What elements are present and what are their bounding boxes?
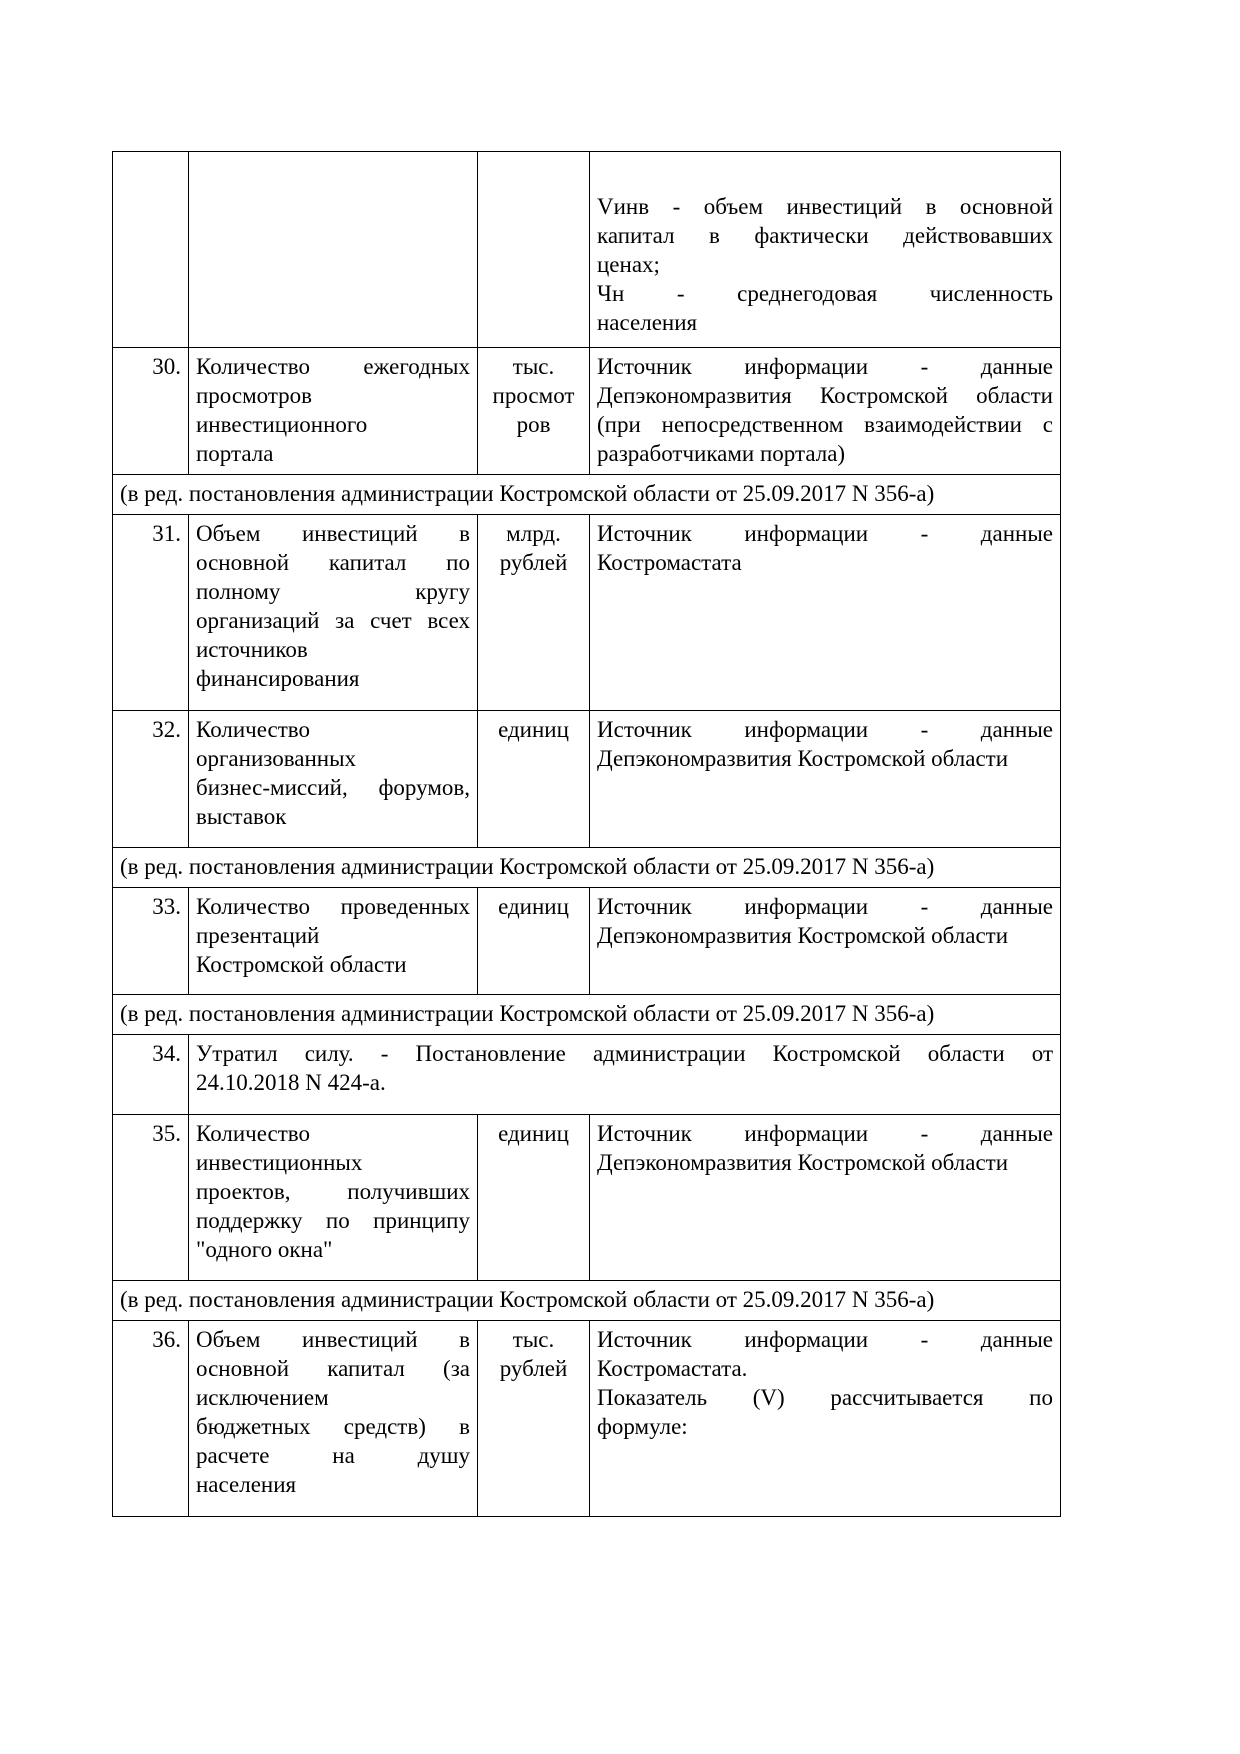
table-row: [113, 711, 1061, 848]
unit-of-measure: единиц: [478, 711, 590, 848]
row-number: 34.: [113, 1035, 189, 1115]
repealed-note: Утратил силу. - Постановление администрации Костромской области от 24.10.2018 N 424-а.: [189, 1035, 1061, 1115]
indicator-name: Объем инвестиций в основной капитал по полному кругу организаций за счет всех источников финансирования: [189, 515, 478, 711]
indicators-table: [112, 151, 1061, 1517]
indicator-name: Объем инвестиций в основной капитал (за исключением бюджетных средств) в расчете на душу населения: [189, 1321, 478, 1517]
indicator-name: Количество организованных бизнес-миссий, форумов, выставок: [189, 711, 478, 848]
table-row: [113, 1115, 1061, 1281]
table-row: [113, 348, 1061, 475]
calculation-method: Источник информации - данные Костромастата. Показатель (V) рассчитывается по формуле:: [590, 1321, 1061, 1517]
amendment-note: (в ред. постановления администрации Костромской области от 25.09.2017 N 356-а): [113, 995, 1061, 1035]
calculation-method: Источник информации - данные Депэкономразвития Костромской области: [590, 711, 1061, 848]
amendment-note: (в ред. постановления администрации Костромской области от 25.09.2017 N 356-а): [113, 475, 1061, 515]
calculation-method: Источник информации - данные Костромастата: [590, 515, 1061, 711]
calculation-method: Источник информации - данные Депэкономразвития Костромской области: [590, 1115, 1061, 1281]
calculation-method: Источник информации - данные Депэкономразвития Костромской области: [590, 888, 1061, 995]
unit-of-measure: единиц: [478, 1115, 590, 1281]
row-number: 30.: [113, 348, 189, 475]
row-number: 33.: [113, 888, 189, 995]
amendment-note: (в ред. постановления администрации Костромской области от 25.09.2017 N 356-а): [113, 848, 1061, 888]
amendment-note: (в ред. постановления администрации Костромской области от 25.09.2017 N 356-а): [113, 1281, 1061, 1321]
row-number: 31.: [113, 515, 189, 711]
indicator-name: Количество ежегодных просмотров инвестиционного портала: [189, 348, 478, 475]
unit-of-measure: единиц: [478, 888, 590, 995]
row-number: 32.: [113, 711, 189, 848]
table-row: [113, 888, 1061, 995]
table-row: [113, 1321, 1061, 1517]
unit-of-measure: тыс. просмот ров: [478, 348, 590, 475]
unit-of-measure: млрд. рублей: [478, 515, 590, 711]
indicator-name: Количество проведенных презентаций Костромской области: [189, 888, 478, 995]
indicator-name: Количество инвестиционных проектов, получивших поддержку по принципу "одного окна": [189, 1115, 478, 1281]
row-number: 36.: [113, 1321, 189, 1517]
table-row: [113, 152, 1061, 348]
table-row: [113, 515, 1061, 711]
calculation-method: Источник информации - данные Депэкономразвития Костромской области (при непосредственном взаимодействии с разработчиками портала): [590, 348, 1061, 475]
row-number: 35.: [113, 1115, 189, 1281]
table-row: [113, 1035, 1061, 1115]
row-29-description: Vинв - объем инвестиций в основной капитал в фактически действовавших ценах; Чн - среднегодовая численность населения: [590, 152, 1061, 348]
unit-of-measure: тыс. рублей: [478, 1321, 590, 1517]
